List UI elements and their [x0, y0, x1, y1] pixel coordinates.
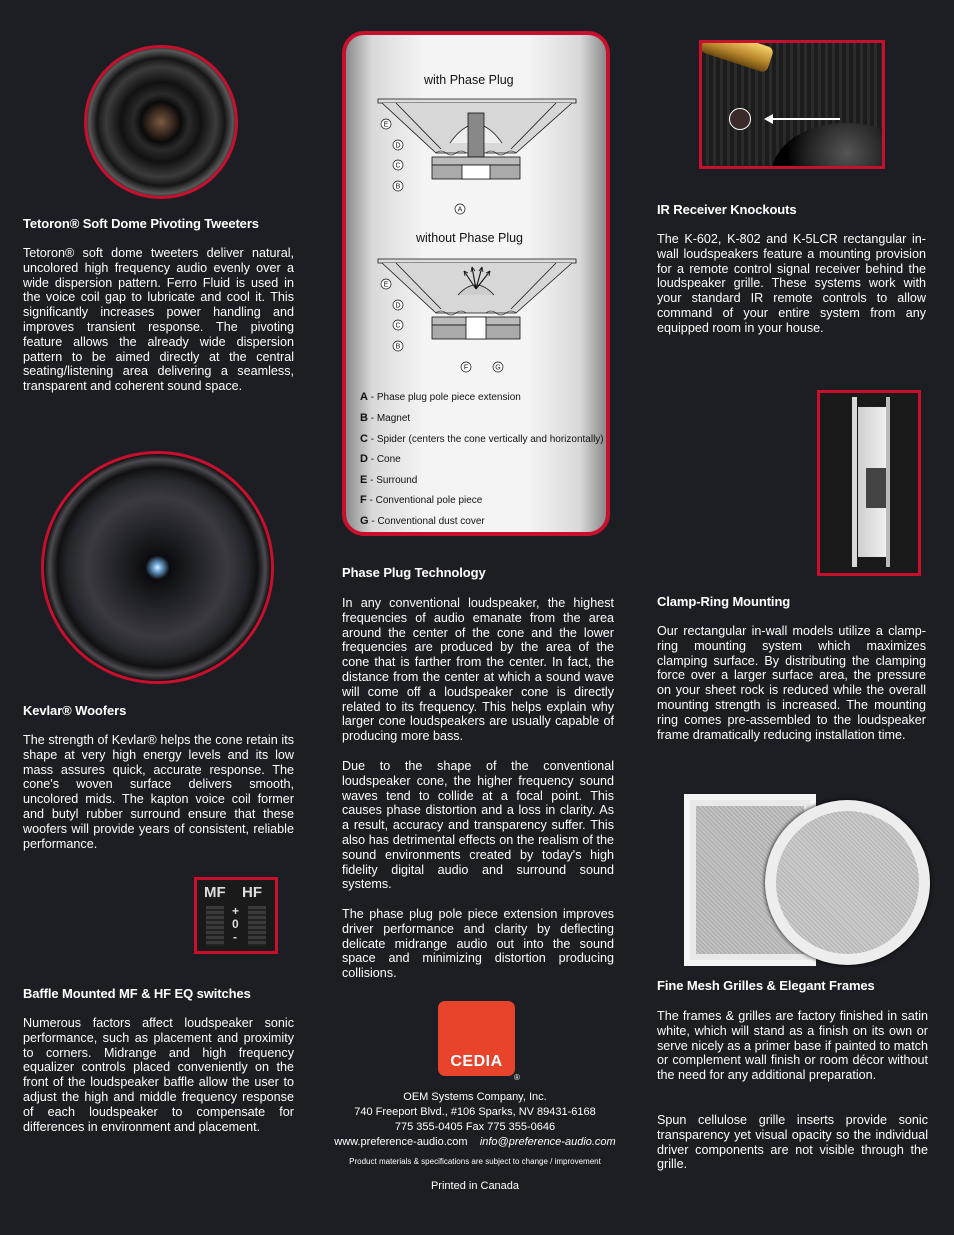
phase-plug-p1: In any conventional loudspeaker, the highest frequencies of audio emanate from the area around the center of the cone and the lower frequencies are produced by the area of the cone that is farther from the center. In fact, the distance from the center at which a sound wave will come off a loudspeaker cone is directly related to its frequency. This helps explain why larger cone loudspeakers are usually capable of producing more bass.	[342, 596, 614, 744]
footer-email[interactable]: info@preference-audio.com	[479, 1136, 616, 1148]
phase-plug-p3: The phase plug pole piece extension improves driver performance and clarity by deflecting delicate midrange audio out into the sound space and minimizing distortion producing collisions.	[342, 907, 614, 981]
woofer-heading: Kevlar® Woofers	[23, 703, 127, 718]
phase-plug-heading: Phase Plug Technology	[342, 565, 486, 580]
phase-plug-diagram	[342, 31, 610, 536]
tweeter-photo	[84, 45, 238, 199]
round-grille-mesh	[776, 811, 919, 954]
legend-b: B - Magnet	[360, 412, 411, 424]
marker-without-f: F	[463, 364, 469, 372]
eq-zero-label: 0	[232, 917, 239, 931]
footer-company: OEM Systems Company, Inc.	[403, 1091, 547, 1103]
clamp-wall	[852, 397, 857, 567]
legend-f: F - Conventional pole piece	[360, 494, 483, 506]
woofer-photo	[41, 451, 274, 684]
footer-address: 740 Freeport Blvd., #106 Sparks, NV 89431-6168	[354, 1106, 596, 1118]
ir-receiver-photo	[699, 40, 885, 169]
marker-without-e: E	[383, 281, 389, 289]
tweeter-heading: Tetoron® Soft Dome Pivoting Tweeters	[23, 216, 259, 231]
grilles-p1: The frames & grilles are factory finished in satin white, which will stand as a finish on its own or serve nicely as a primer base if painted to match or complement wall finish or room décor without the need for any additional preparation.	[657, 1009, 928, 1083]
woofer-body: The strength of Kevlar® helps the cone retain its shape at very high energy levels and its low mass assures quick, accurate response. The cone's woven surface delivers smooth, uncolored mids. The kapton voice coil former and butyl rubber surround ensure that these woofers will provide years of consistent, reliable performance.	[23, 733, 294, 851]
legend-c: C - Spider (centers the cone vertically and horizontally)	[360, 433, 604, 445]
diagram-title-without: without Phase Plug	[416, 231, 524, 245]
marker-without-d: D	[395, 302, 401, 310]
clamp-bracket	[886, 397, 890, 567]
cedia-logo-text: CEDIA	[450, 1053, 503, 1070]
marker-with-b: B	[395, 183, 401, 191]
marker-with-a: A	[457, 206, 463, 214]
hf-switch	[248, 906, 266, 946]
eq-hf-label: HF	[242, 884, 262, 901]
round-grille-photo	[765, 800, 930, 965]
ir-arrow	[768, 118, 840, 120]
with-plug-markers-svg	[346, 91, 606, 216]
grilles-heading: Fine Mesh Grilles & Elegant Frames	[657, 978, 875, 993]
footer-website[interactable]: www.preference-audio.com	[334, 1136, 468, 1148]
marker-without-g: G	[495, 364, 501, 372]
eq-heading: Baffle Mounted MF & HF EQ switches	[23, 986, 251, 1001]
cedia-logo	[438, 1001, 515, 1076]
marker-without-b: B	[395, 343, 401, 351]
footer-contact	[320, 1136, 630, 1148]
clamp-body: Our rectangular in-wall models utilize a clamp-ring mounting system which maximizes clamping surface. By distributing the clamping force over a larger surface area, the pressure on your sheet rock is reduced while the overall mounting strength is increased. The mounting ring comes pre-assembled to the loudspeaker frame dramatically reducing installation time.	[657, 624, 926, 742]
legend-d: D - Cone	[360, 453, 401, 465]
marker-with-e: E	[383, 121, 389, 129]
marker-without-c: C	[395, 322, 401, 330]
ir-knockout-circle	[729, 108, 751, 130]
tweeter-body: Tetoron® soft dome tweeters deliver natural, uncolored high frequency audio evenly over a wide dispersion pattern. Ferro Fluid is used in the voice coil gap to lubricate and cool it. This significantly increases power handling and improves transient response. The pivoting feature allows the already wide dispersion pattern to be aimed directly at the central seating/listening area delivering a seamless, transparent and coherent sound space.	[23, 246, 294, 394]
ir-arrow-head	[764, 114, 773, 124]
without-plug-markers-svg	[346, 249, 606, 379]
phase-plug-p2: Due to the shape of the conventional loudspeaker cone, the higher frequency sound waves tend to collide at a focal point. This causes phase distortion and a loss in clarity. As a result, accuracy and transparency suffer. This also has detrimental effects on the realism of the sound environments created by today's high fidelity digital audio and surround sound systems.	[342, 759, 614, 892]
grilles-p2: Spun cellulose grille inserts provide sonic transparency yet visual opacity so the individual driver components are not visible through the grille.	[657, 1113, 928, 1172]
legend-e: E - Surround	[360, 474, 418, 486]
footer-disclaimer: Product materials & specifications are subject to change / improvement	[349, 1157, 601, 1166]
eq-plus-label: +	[232, 904, 240, 918]
marker-with-c: C	[395, 162, 401, 170]
legend-a: A - Phase plug pole piece extension	[360, 391, 521, 403]
legend-g: G - Conventional dust cover	[360, 515, 485, 527]
clamp-ring-photo	[817, 390, 921, 576]
clamp-heading: Clamp-Ring Mounting	[657, 594, 791, 609]
clamp-driver	[866, 468, 888, 508]
footer-printed: Printed in Canada	[430, 1180, 520, 1192]
eq-mf-label: MF	[204, 884, 226, 901]
eq-minus-label: -	[233, 930, 237, 944]
cedia-registered-mark: ®	[514, 1073, 520, 1082]
footer-phone: 775 355-0405 Fax 775 355-0646	[394, 1121, 556, 1133]
ir-body: The K-602, K-802 and K-5LCR rectangular in-wall loudspeakers feature a mounting provision for a remote control signal receiver behind the loudspeaker grille. These systems work with your standard IR remote controls to allow command of your entire system from any equipped room in your house.	[657, 232, 926, 335]
eq-switch-photo	[194, 877, 278, 954]
eq-body: Numerous factors affect loudspeaker sonic performance, such as placement and proximity to corners. Midrange and high frequency equalizer controls placed conveniently on the front of the loudspeaker baffle allow the user to adjust the high and middle frequency response of each loudspeaker to compensate for differences in environment and placement.	[23, 1016, 294, 1134]
mf-switch	[206, 906, 224, 946]
diagram-title-with: with Phase Plug	[424, 73, 514, 87]
marker-with-d: D	[395, 142, 401, 150]
ir-heading: IR Receiver Knockouts	[657, 202, 797, 217]
